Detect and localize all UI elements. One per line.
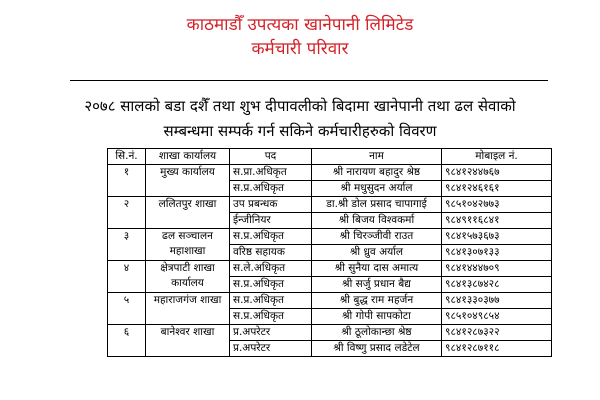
header-post: पद [230,149,312,165]
header-mobile: मोबाइल नं. [442,149,552,165]
branch-office-cell: ललितपुर शाखा [146,197,230,229]
post-cell: स.प्र.अधिकृत [230,309,312,325]
name-cell: डा.श्री डोल प्रसाद चापागाई [312,197,442,213]
header-name: नाम [312,149,442,165]
name-cell: श्री नारायण बहादुर श्रेष्ठ [312,165,442,181]
name-cell: श्री सर्जु प्रधान बैद्य [312,277,442,293]
table-row [108,261,552,277]
post-cell: स.प्र.अधिकृत [230,293,312,309]
top-cropped-text [60,0,530,6]
mobile-cell: ९८४९११६८४१ [442,213,552,229]
table-row [108,325,552,341]
post-cell: वरिष्ठ सहायक [230,245,312,261]
table-row [108,165,552,181]
post-cell: प्र.अपरेटर [230,341,312,357]
header-branch-office: शाखा कार्यालय [146,149,230,165]
mobile-cell: ९८५१०४९८५४ [442,309,552,325]
serial-cell: ४ [108,261,146,293]
mobile-cell: ९८४१५७३६७३ [442,229,552,245]
serial-cell: २ [108,197,146,229]
serial-cell: ६ [108,325,146,357]
table-row [108,197,552,213]
name-cell: श्री गोपी सापकोटा [312,309,442,325]
branch-office-cell: मुख्य कार्यालय [146,165,230,197]
name-cell: श्री मधुसुदन अर्याल [312,181,442,197]
mobile-cell: ९८४१२८७११८ [442,341,552,357]
table-row [108,293,552,309]
mobile-cell: ९८४१२४४७६७ [442,165,552,181]
name-cell: श्री ठूलोकान्छा श्रेष्ठ [312,325,442,341]
serial-cell: ३ [108,229,146,261]
post-cell: उप प्रबन्धक [230,197,312,213]
table-header-row [108,149,552,165]
name-cell: श्री बिजय विश्वकर्मा [312,213,442,229]
mobile-cell: ९८४१३०७१३३ [442,245,552,261]
branch-office-cell: ढल सञ्चालन महाशाखा [146,229,230,261]
mobile-cell: ९८४१३३०३७७ [442,293,552,309]
post-cell: ईन्जीनियर [230,213,312,229]
name-cell: श्री बुद्ध राम महर्जन [312,293,442,309]
header-serial: सि.नं. [108,149,146,165]
branch-office-cell: महाराजगंज शाखा [146,293,230,325]
branch-office-cell: क्षेत्रपाटी शाखा कार्यालय [146,261,230,293]
staff-contact-table [107,148,552,357]
post-cell: स.प्र.अधिकृत [230,181,312,197]
post-cell: स.प्र.अधिकृत [230,229,312,245]
name-cell: श्री ध्रुव अर्याल [312,245,442,261]
serial-cell: १ [108,165,146,197]
name-cell: श्री सुनैया दास अमात्य [312,261,442,277]
name-cell: श्री चिरञ्जीवी राउत [312,229,442,245]
table-row [108,229,552,245]
heading-line-1: २०७८ सालको बडा दशैँ तथा शुभ दीपावलीको बिदामा खानेपानी तथा ढल सेवाको [84,97,516,115]
document-heading [20,94,580,144]
serial-cell: ५ [108,293,146,325]
heading-line-2: सम्बन्धमा सम्पर्क गर्न सकिने कर्मचारीहरुको विवरण [163,122,437,140]
post-cell: स.प्रा.अधिकृत [230,165,312,181]
mobile-cell: ९८४१२८७३२२ [442,325,552,341]
table-body [108,165,552,357]
employee-family-title: कर्मचारी परिवार [251,39,349,59]
branch-office-cell: बानेश्वर शाखा [146,325,230,357]
organization-name: काठमाडौँ उपत्यका खानेपानी लिमिटेड [186,15,414,35]
mobile-cell: ९८४१४४४७०९ [442,261,552,277]
divider-line [70,80,548,81]
post-cell: स.ले.अधिकृत [230,261,312,277]
mobile-cell: ९८४१३८७४२८ [442,277,552,293]
name-cell: श्री विष्णु प्रसाद लडेटेल [312,341,442,357]
mobile-cell: ९८४१२४६१६१ [442,181,552,197]
post-cell: स.प्र.अधिकृत [230,277,312,293]
mobile-cell: ९८५१०४२७७३ [442,197,552,213]
post-cell: प्र.अपरेटर [230,325,312,341]
